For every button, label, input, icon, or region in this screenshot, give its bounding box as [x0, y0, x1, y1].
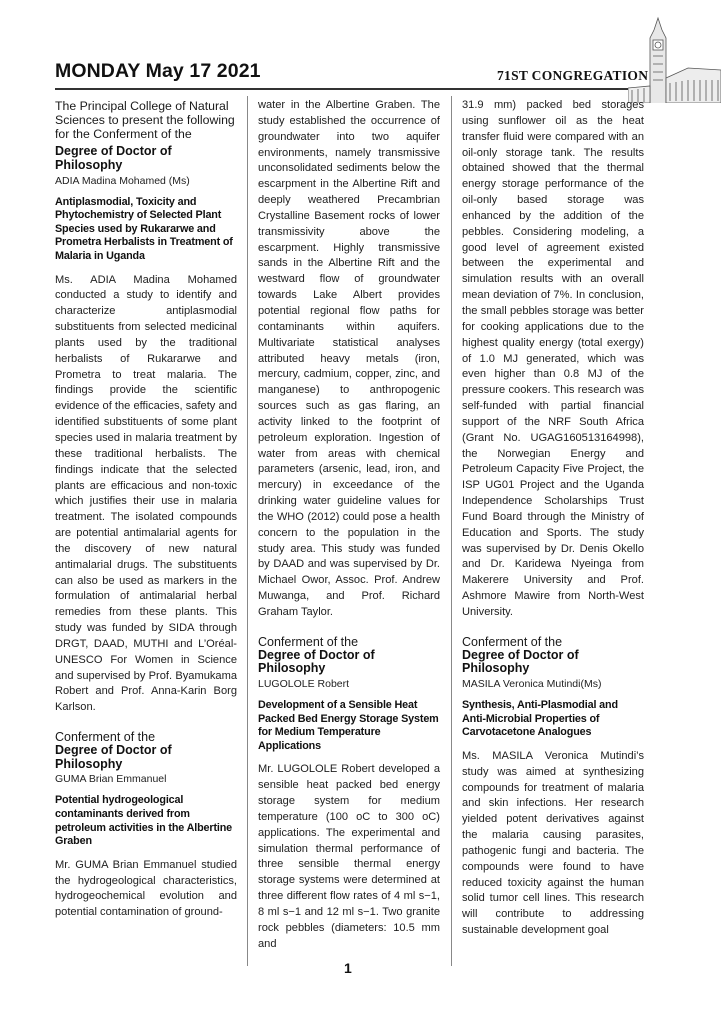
thesis-title: Antiplasmodial, Toxicity and Phytochemistry of Selected Plant Species used by Rukararwe and Prometra Herbalists in Treatment of Malaria in Uganda [55, 195, 233, 262]
conferment-label: Conferment of the [462, 634, 563, 649]
column-3 [462, 98, 644, 939]
thesis-title: Synthesis, Anti-Plasmodial and Anti-Microbial Properties of Carvotacetone Analogues [462, 699, 618, 739]
thesis-summary: Ms. MASILA Veronica Mutindi’s study was aimed at synthesizing compounds for treatment of malaria and skin infections. Her research yielded potent derivatives against the malaria causing parasites, pathogenic fungi and bacteria. The compounds were found to have reduced toxicity against the human solid tumor cell lines. This research will contribute to addressing sustainable development goal [462, 749, 644, 937]
thesis-summary: Ms. ADIA Madina Mohamed conducted a study to identify and characterize antiplasmodial substituents from selected medicinal plants used by the traditional herbalists of Rukararwe and Prometra to treat malaria. The findings provide the scientific evidence of the efficacies, safety and identified substituents of some plant species used in malaria treatment by these traditional herbalists. The findings indicate that the selected plants are efficacious and non-toxic which justifies their use in malaria treatment. The isolated compounds are potential antimalarial agents for the discovery of new natural antimalarial drugs. The substituents can also be used as markers in the formulation of antimalarial herbal remedies from these plants. This study was funded by SIDA through DRGT, DAAD, MUTHI and L’Oréal-UNESCO For Women in Science and supervised by Prof. Byamukama Robert and Prof. Anna-Karin Borg Karlson. [55, 273, 237, 714]
conferment-label: Conferment of the [258, 634, 359, 649]
university-tower-illustration [628, 8, 721, 103]
header-date: MONDAY May 17 2021 [55, 60, 261, 82]
degree-heading: Degree of Doctor of Philosophy [462, 647, 579, 676]
column-2 [258, 98, 440, 953]
thesis-summary: Mr. GUMA Brian Emmanuel studied the hydrogeological characteristics, hydrogeochemical evolution and potential contamination of ground- [55, 858, 237, 919]
degree-heading: Degree of Doctor of Philosophy [55, 144, 172, 172]
column-divider [451, 96, 452, 966]
thesis-summary-continued: water in the Albertine Graben. The study established the occurrence of groundwater into two aquifer environments, namely transmissive unconsolidated sediments below the escarpment in the Albertine Rift and deeply weathered Precambrian Crystalline Basement rocks of lower transmissivity above the escarpment. Highly transmissive sands in the Albertine Rift and the westward flow of groundwater towards Lake Albert provides potential regional flow paths for contaminants within aquifers. Multivariate statistical analyses attributed heavy metals (iron, mercury, cadmium, copper, zinc, and manganese) to anthropogenic sources such as gas flaring, an activity linked to the footprint of petroleum exploration. Ingestion of water from areas with chemical parameters (arsenic, lead, iron, and mercury) in exceedance of the drinking water guideline values for the WHO (2012) could pose a health concern to the population in the study area. This study was funded by DAAD and was supervised by Dr. Michael Owor, Assoc. Prof. Andrew Muwanga, and Prof. Richard Graham Taylor. [258, 99, 440, 618]
degree-heading: Degree of Doctor of Philosophy [258, 647, 375, 676]
degree-heading: Degree of Doctor of Philosophy [55, 743, 172, 771]
column-1 [55, 100, 237, 921]
candidate-name: MASILA Veronica Mutindi(Ms) [462, 678, 602, 691]
conferment-label: Conferment of the [55, 730, 156, 745]
thesis-title: Potential hydrogeological contaminants derived from petroleum activities in the Albertine Graben [55, 794, 233, 848]
thesis-summary: Mr. LUGOLOLE Robert developed a sensible heat packed bed energy storage system for medium temperature (100 oC to 300 oC) applications. The experimental and simulation thermal performance of three sensible thermal energy storage systems were determined at three different flow rates of 4 ml s−1, 8 ml s−1 and 12 ml s−1. Two granite rock pebbles (diameters: 10.5 mm and [258, 763, 440, 950]
header-congregation: 71ST CONGREGATION [497, 68, 649, 83]
candidate-name: ADIA Madina Mohamed (Ms) [55, 174, 190, 187]
thesis-title: Development of a Sensible Heat Packed Bed Energy Storage System for Medium Temperature Applications [258, 699, 439, 752]
header-rule [55, 88, 655, 90]
thesis-summary-continued: 31.9 mm) packed bed storages using sunflower oil as the heat transfer fluid were compared with an oil-only storage tank. The results obtained showed that the thermal energy storage performance of the oil-only based storage was enhanced by the addition of the pebbles. Considering modeling, a good level of agreement existed between the experimental and simulation results with an overall mean deviation of 7%. In conclusion, the small pebbles storage was better for cooking applications due to the highest quality energy (total exergy) of 1.0 MJ generated, which was even higher than 0.8 MJ of the pressure cookers. This research was self-funded with partial financial support of the NRF South Africa (Grant No. UGAG160513164998), the Norwegian Energy and Petroleum Capacity Five Project, the ISP UG01 Project and the Uganda Independence Scholarships Trust Fund Board through the Ministry of Education and Sports. The study was supervised by Dr. Denis Okello and Dr. Karidewa Nyeinga from Makerere University and Prof. Ashmore Mawire from North-West University. [462, 99, 644, 618]
column-divider [247, 96, 248, 966]
page-number: 1 [344, 960, 352, 976]
intro-text: The Principal College of Natural Sciences to present the following for the Conferment of the [55, 99, 235, 141]
candidate-name: GUMA Brian Emmanuel [55, 773, 167, 786]
candidate-name: LUGOLOLE Robert [258, 678, 350, 691]
